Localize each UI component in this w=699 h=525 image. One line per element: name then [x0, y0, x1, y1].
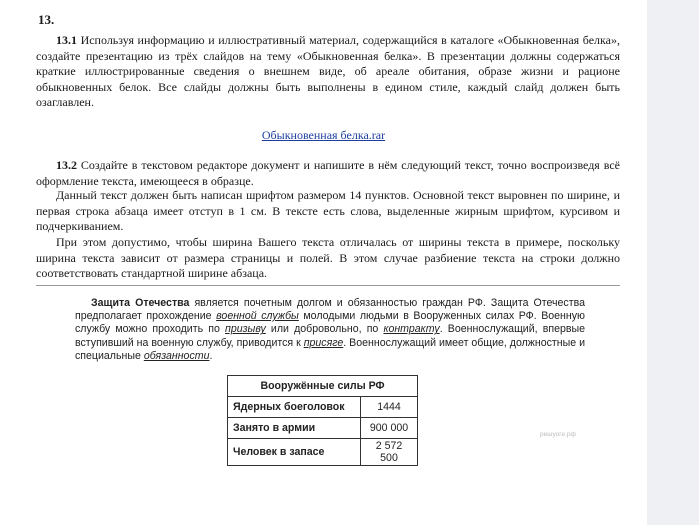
table-cell-label: Человек в запасе [228, 439, 361, 466]
task-13-2-formatting-paragraph: Данный текст должен быть написан шрифтом размером 14 пунктов. Основной текст выровнен по ширине, и первая строка абзаца имеет отступ в 1 см. В тексте есть слова, выделенные жирным шрифтом, курсивом и подчеркиванием. [36, 188, 620, 234]
sample-text-segment: . Военнослужащий имеет общие, должностные и специальные [75, 336, 585, 362]
sample-underlined-conscription: призыву [224, 323, 266, 336]
table-header-row [228, 376, 418, 397]
table-cell-label: Ядерных боеголовок [228, 397, 361, 418]
task-number: 13. [38, 12, 55, 27]
task-13-2-text: Создайте в текстовом редакторе документ и напишите в нём следующий текст, точно воспроизведя всё оформление текста, имеющееся в образце. [36, 158, 620, 188]
sample-underlined-military-service: военной службы [216, 310, 299, 323]
task-13-1-paragraph [36, 33, 620, 111]
watermark: решуоге.рф [540, 431, 576, 438]
sample-text-segment: . Военнослужащий, впервые вступивший на военную службу, приводится к [75, 323, 585, 349]
sample-underlined-oath: присяге [303, 336, 344, 349]
table-cell-value: 2 572 500 [361, 439, 418, 466]
table-cell-label: Занято в армии [228, 418, 361, 439]
sample-underlined-contract: контракту [383, 323, 440, 336]
task-13-1-text: Используя информацию и иллюстративный материал, содержащийся в каталоге «Обыкновенная белка», создайте презентацию из трёх слайдов на тему «Обыкновенная белка». В презентации должны содержаться краткие иллюстрированные сведения о внешнем виде, об ареале обитания, образе жизни и рационе обыкновенных белок. Все слайды должны быть выполнены в едином стиле, каждый слайд должен быть озаглавлен. [36, 33, 620, 110]
sample-text [75, 297, 585, 363]
task-13-1-label: 13.1 [56, 33, 77, 47]
task-13-2-width-paragraph: При этом допустимо, чтобы ширина Вашего текста отличалась от ширины текста в примере, поскольку ширина текста зависит от размера страницы и полей. В этом случае разбиение текста на строки должно соответствовать стандартной ширине абзаца. [36, 235, 620, 281]
divider-line [36, 285, 620, 286]
table-row [228, 418, 418, 439]
sample-text-segment: молодыми людьми в Вооруженных силах РФ. Военную службу можно проходить по [75, 310, 586, 336]
armed-forces-table [227, 375, 418, 466]
download-file-link[interactable]: Обыкновенная белка.rar [261, 128, 386, 142]
sample-text-segment: или добровольно, по [265, 323, 384, 336]
sample-underlined-duties: обязанности [143, 349, 210, 362]
table-row [228, 439, 418, 466]
viewer-background-strip [647, 0, 699, 525]
sample-text-segment: . [209, 349, 213, 362]
table-row [228, 397, 418, 418]
table-header: Вооружённые силы РФ [228, 376, 418, 397]
sample-text-segment: является почетным долгом и обязанностью граждан РФ. Защита Отечества предполагает прохождение [75, 297, 585, 323]
table-cell-value: 1444 [361, 397, 418, 418]
table-cell-value: 900 000 [361, 418, 418, 439]
sample-bold-phrase: Защита Отечества [91, 297, 190, 309]
task-13-2-label: 13.2 [56, 158, 77, 172]
task-13-2-paragraph [36, 158, 620, 189]
